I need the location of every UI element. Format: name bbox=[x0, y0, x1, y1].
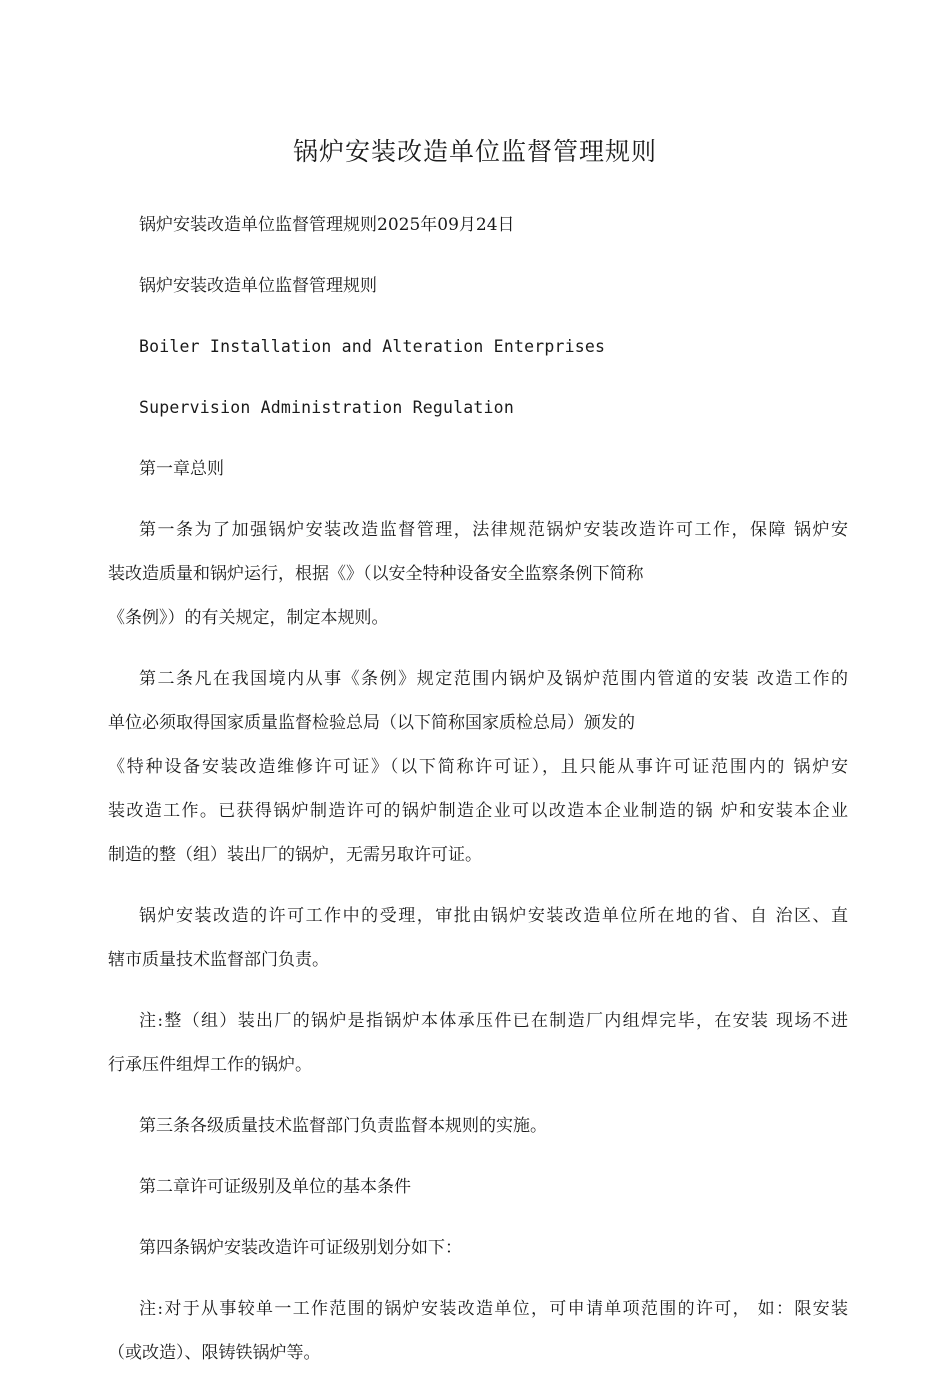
chapter-heading-1 bbox=[108, 447, 848, 491]
text-line: Boiler Installation and Alteration Enterprises bbox=[139, 337, 606, 356]
text-line: 辖市质量技术监督部门负责。 bbox=[108, 950, 329, 970]
text-line: 第二章许可证级别及单位的基本条件 bbox=[139, 1177, 411, 1197]
text-line: 装改造质量和锅炉运行，根据《》（以安全特种设备安全监察条例下简称 bbox=[108, 564, 644, 584]
text-line: 注:对于从事较单一工作范围的锅炉安装改造单位，可申请单项范围的许可， 如：限安装 bbox=[139, 1299, 848, 1319]
text-line: 锅炉安装改造单位监督管理规则 bbox=[139, 276, 377, 296]
article-3 bbox=[108, 1104, 848, 1148]
paragraph-approval bbox=[108, 894, 848, 982]
paragraph-subtitle bbox=[108, 264, 848, 308]
text-line: 第二条凡在我国境内从事《条例》规定范围内锅炉及锅炉范围内管道的安装 改造工作的 bbox=[139, 669, 848, 689]
note-2 bbox=[108, 1287, 848, 1375]
text-line: 《条例》）的有关规定，制定本规则。 bbox=[108, 608, 389, 628]
text-line: 第一条为了加强锅炉安装改造监督管理，法律规范锅炉安装改造许可工作，保障 锅炉安 bbox=[139, 520, 848, 540]
text-line: 锅炉安装改造单位监督管理规则2025年09月24日 bbox=[139, 215, 515, 235]
text-line: 制造的整（组）装出厂的锅炉，无需另取许可证。 bbox=[108, 845, 482, 865]
text-line: 单位必须取得国家质量监督检验总局（以下简称国家质检总局）颁发的 bbox=[108, 713, 635, 733]
text-line: 第三条各级质量技术监督部门负责监督本规则的实施。 bbox=[139, 1116, 547, 1136]
text-line: Supervision Administration Regulation bbox=[139, 398, 514, 417]
text-line: 第四条锅炉安装改造许可证级别划分如下： bbox=[139, 1238, 462, 1258]
text-line: （或改造）、限铸铁锅炉等。 bbox=[108, 1343, 321, 1363]
text-line: 行承压件组焊工作的锅炉。 bbox=[108, 1055, 312, 1075]
document-body bbox=[108, 203, 848, 1392]
paragraph-english-title-1 bbox=[108, 325, 848, 369]
text-line: 第一章总则 bbox=[139, 459, 224, 479]
note-1 bbox=[108, 999, 848, 1087]
paragraph-english-title-2 bbox=[108, 386, 848, 430]
article-4 bbox=[108, 1226, 848, 1270]
chapter-heading-2 bbox=[108, 1165, 848, 1209]
text-line: 装改造工作。已获得锅炉制造许可的锅炉制造企业可以改造本企业制造的锅 炉和安装本企业 bbox=[108, 801, 848, 821]
text-line: 注:整（组）装出厂的锅炉是指锅炉本体承压件已在制造厂内组焊完毕，在安装 现场不进 bbox=[139, 1011, 848, 1031]
article-2 bbox=[108, 657, 848, 877]
document-title: 锅炉安装改造单位监督管理规则 bbox=[292, 137, 657, 166]
text-line: 锅炉安装改造的许可工作中的受理，审批由锅炉安装改造单位所在地的省、自 治区、直 bbox=[139, 906, 848, 926]
paragraph-date-line bbox=[108, 203, 848, 247]
article-1 bbox=[108, 508, 848, 640]
text-line: 《特种设备安装改造维修许可证》（以下简称许可证），且只能从事许可证范围内的 锅炉安 bbox=[108, 757, 848, 777]
